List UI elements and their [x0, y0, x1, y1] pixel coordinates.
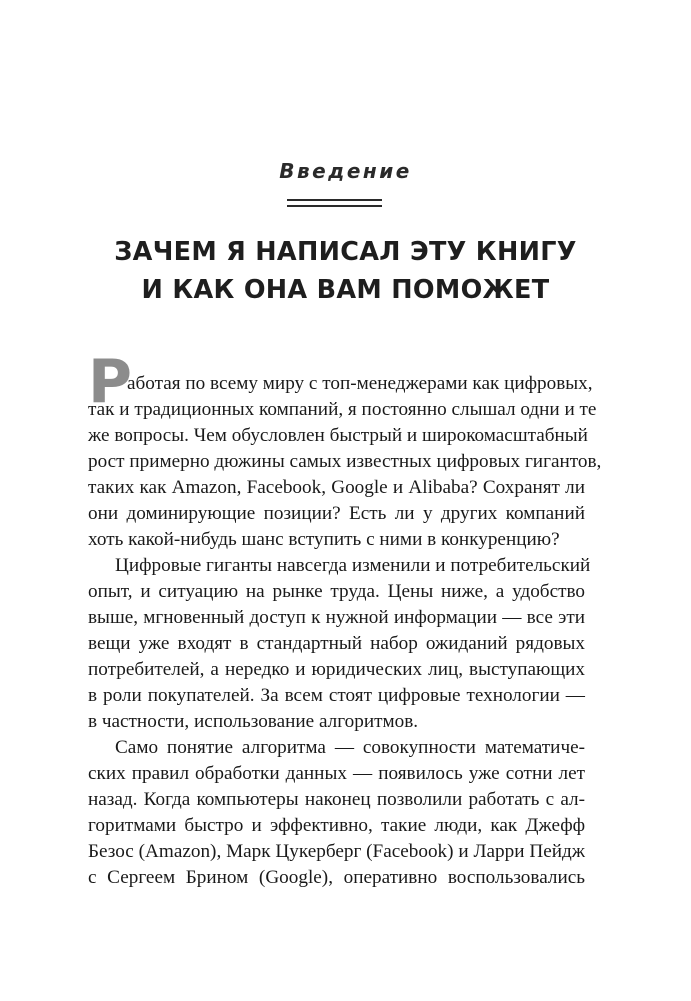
text-line-9: опыт, и ситуацию на рынке труда. Цены ниже, а удобство	[88, 581, 585, 602]
chapter-title-line-1: ЗАЧЕМ Я НАПИСАЛ ЭТУ КНИГУ	[114, 237, 577, 267]
text-line-5: таких как Amazon, Facebook, Google и Alibaba? Сохранят ли	[88, 477, 585, 498]
section-label: Введение	[279, 159, 412, 183]
text-line-4: рост примерно дюжины самых известных цифровых гигантов,	[88, 451, 602, 472]
text-line-3: же вопросы. Чем обусловлен быстрый и широкомасштабный	[88, 425, 588, 446]
text-line-15: Само понятие алгоритма — совокупности математиче-	[115, 737, 585, 758]
text-line-20: с Сергеем Брином (Google), оперативно воспользовались	[88, 867, 585, 888]
ornament-rule-top	[287, 199, 382, 201]
text-line-19: Безос (Amazon), Марк Цукерберг (Facebook) и Ларри Пейдж	[88, 841, 585, 862]
text-line-1: аботая по всему миру с топ-менеджерами как цифровых,	[127, 373, 593, 394]
text-line-2: так и традиционных компаний, я постоянно слышал одни и те	[88, 399, 597, 420]
chapter-title	[0, 233, 691, 309]
text-line-16: ских правил обработки данных — появилось уже сотни лет	[88, 763, 585, 784]
drop-cap: Р	[88, 347, 132, 417]
text-line-17: назад. Когда компьютеры наконец позволили работать с ал-	[88, 789, 585, 810]
text-line-12: потребителей, а нередко и юридических лиц, выступающих	[88, 659, 585, 680]
text-line-10: выше, мгновенный доступ к нужной информации — все эти	[88, 607, 585, 628]
text-line-14: в частности, использование алгоритмов.	[88, 711, 419, 732]
text-line-18: горитмами быстро и эффективно, такие люди, как Джефф	[88, 815, 585, 836]
text-line-8: Цифровые гиганты навсегда изменили и потребительский	[115, 555, 591, 576]
ornament-rule-bottom	[287, 205, 382, 207]
text-line-13: в роли покупателей. За всем стоят цифровые технологии —	[88, 685, 585, 706]
text-line-11: вещи уже входят в стандартный набор ожиданий рядовых	[88, 633, 585, 654]
text-line-6: они доминирующие позиции? Есть ли у других компаний	[88, 503, 585, 524]
text-line-7: хоть какой-нибудь шанс вступить с ними в конкуренцию?	[88, 529, 560, 550]
chapter-title-line-2: И КАК ОНА ВАМ ПОМОЖЕТ	[141, 275, 550, 305]
